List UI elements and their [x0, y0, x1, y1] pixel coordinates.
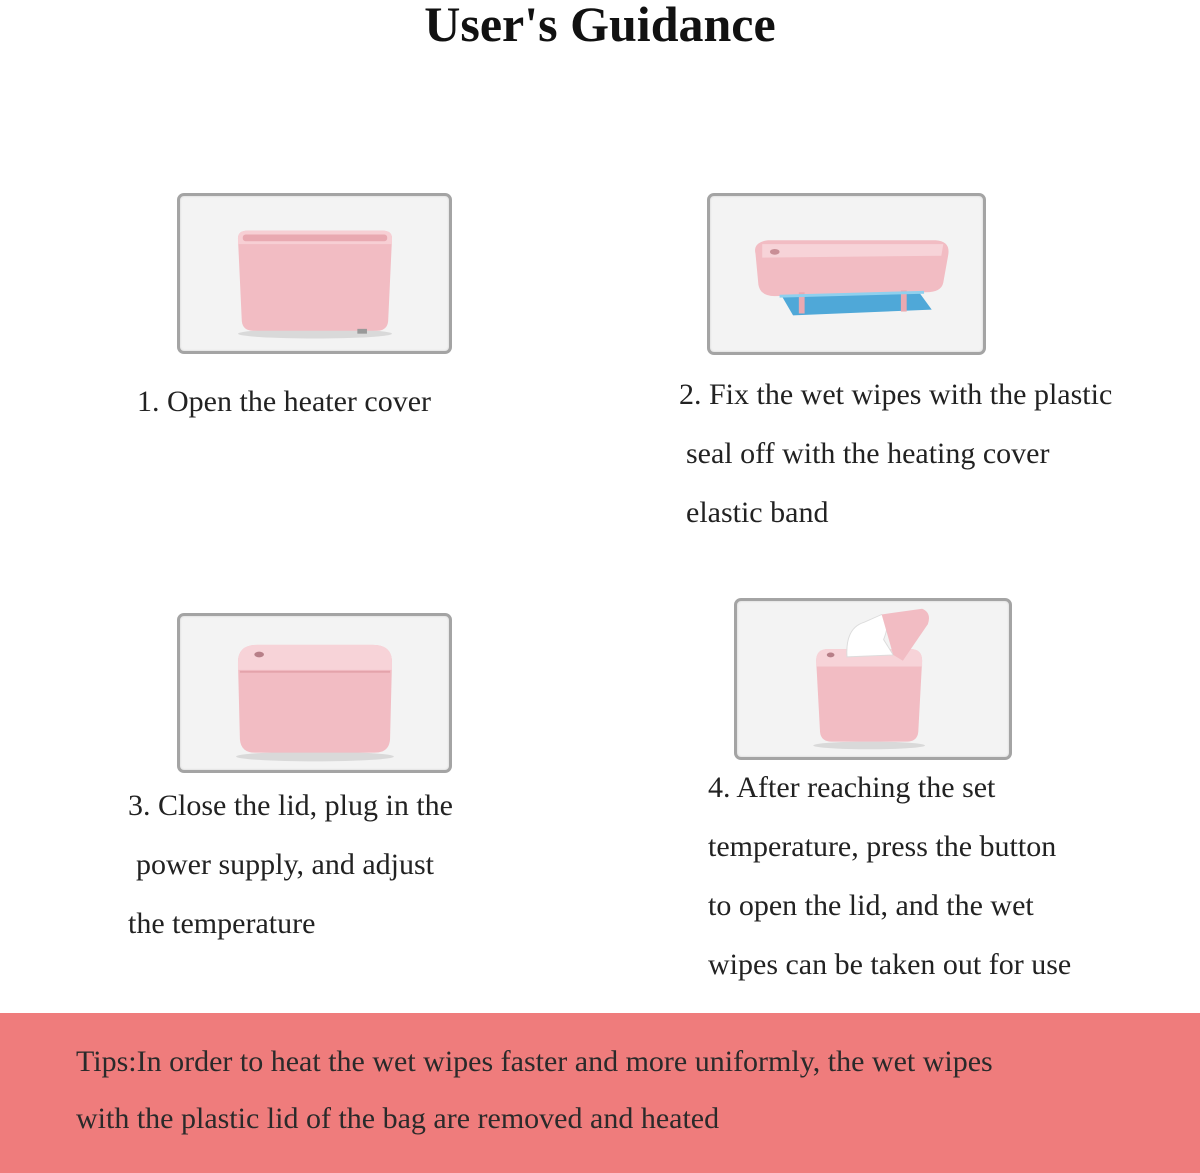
step-2-line-2: seal off with the heating cover	[686, 437, 1050, 470]
step-1-caption	[137, 372, 431, 431]
step-4-line-4: wipes can be taken out for use	[708, 948, 1072, 981]
step-3-image	[177, 613, 452, 773]
heater-base-illustration	[180, 196, 449, 351]
wipes-dispensing-illustration	[737, 601, 1009, 757]
step-2-line-1: 2. Fix the wet wipes with the plastic	[679, 378, 1113, 411]
page-title: User's Guidance	[424, 0, 776, 52]
tips-line-1: Tips:In order to heat the wet wipes faster and more uniformly, the wet wipes	[76, 1045, 993, 1078]
step-4-image	[734, 598, 1012, 760]
step-4-line-2: temperature, press the button	[708, 830, 1057, 863]
tips-text	[76, 1033, 993, 1147]
step-1-line-1: 1. Open the heater cover	[137, 385, 432, 418]
step-2-line-3: elastic band	[686, 496, 829, 529]
heating-cover-illustration	[710, 196, 983, 352]
tips-line-2: with the plastic lid of the bag are removed and heated	[76, 1102, 720, 1135]
step-2-caption	[679, 365, 1112, 542]
step-3-line-3: the temperature	[128, 907, 316, 940]
step-3-line-2: power supply, and adjust	[136, 848, 435, 881]
step-3-line-1: 3. Close the lid, plug in the	[128, 789, 453, 822]
step-4-caption	[708, 758, 1071, 994]
step-1-image	[177, 193, 452, 354]
step-4-line-1: 4. After reaching the set	[708, 771, 996, 804]
step-4-line-3: to open the lid, and the wet	[708, 889, 1034, 922]
closed-heater-illustration	[180, 616, 449, 770]
step-2-image	[707, 193, 986, 355]
tips-banner	[0, 1013, 1200, 1173]
step-3-caption	[128, 776, 453, 953]
